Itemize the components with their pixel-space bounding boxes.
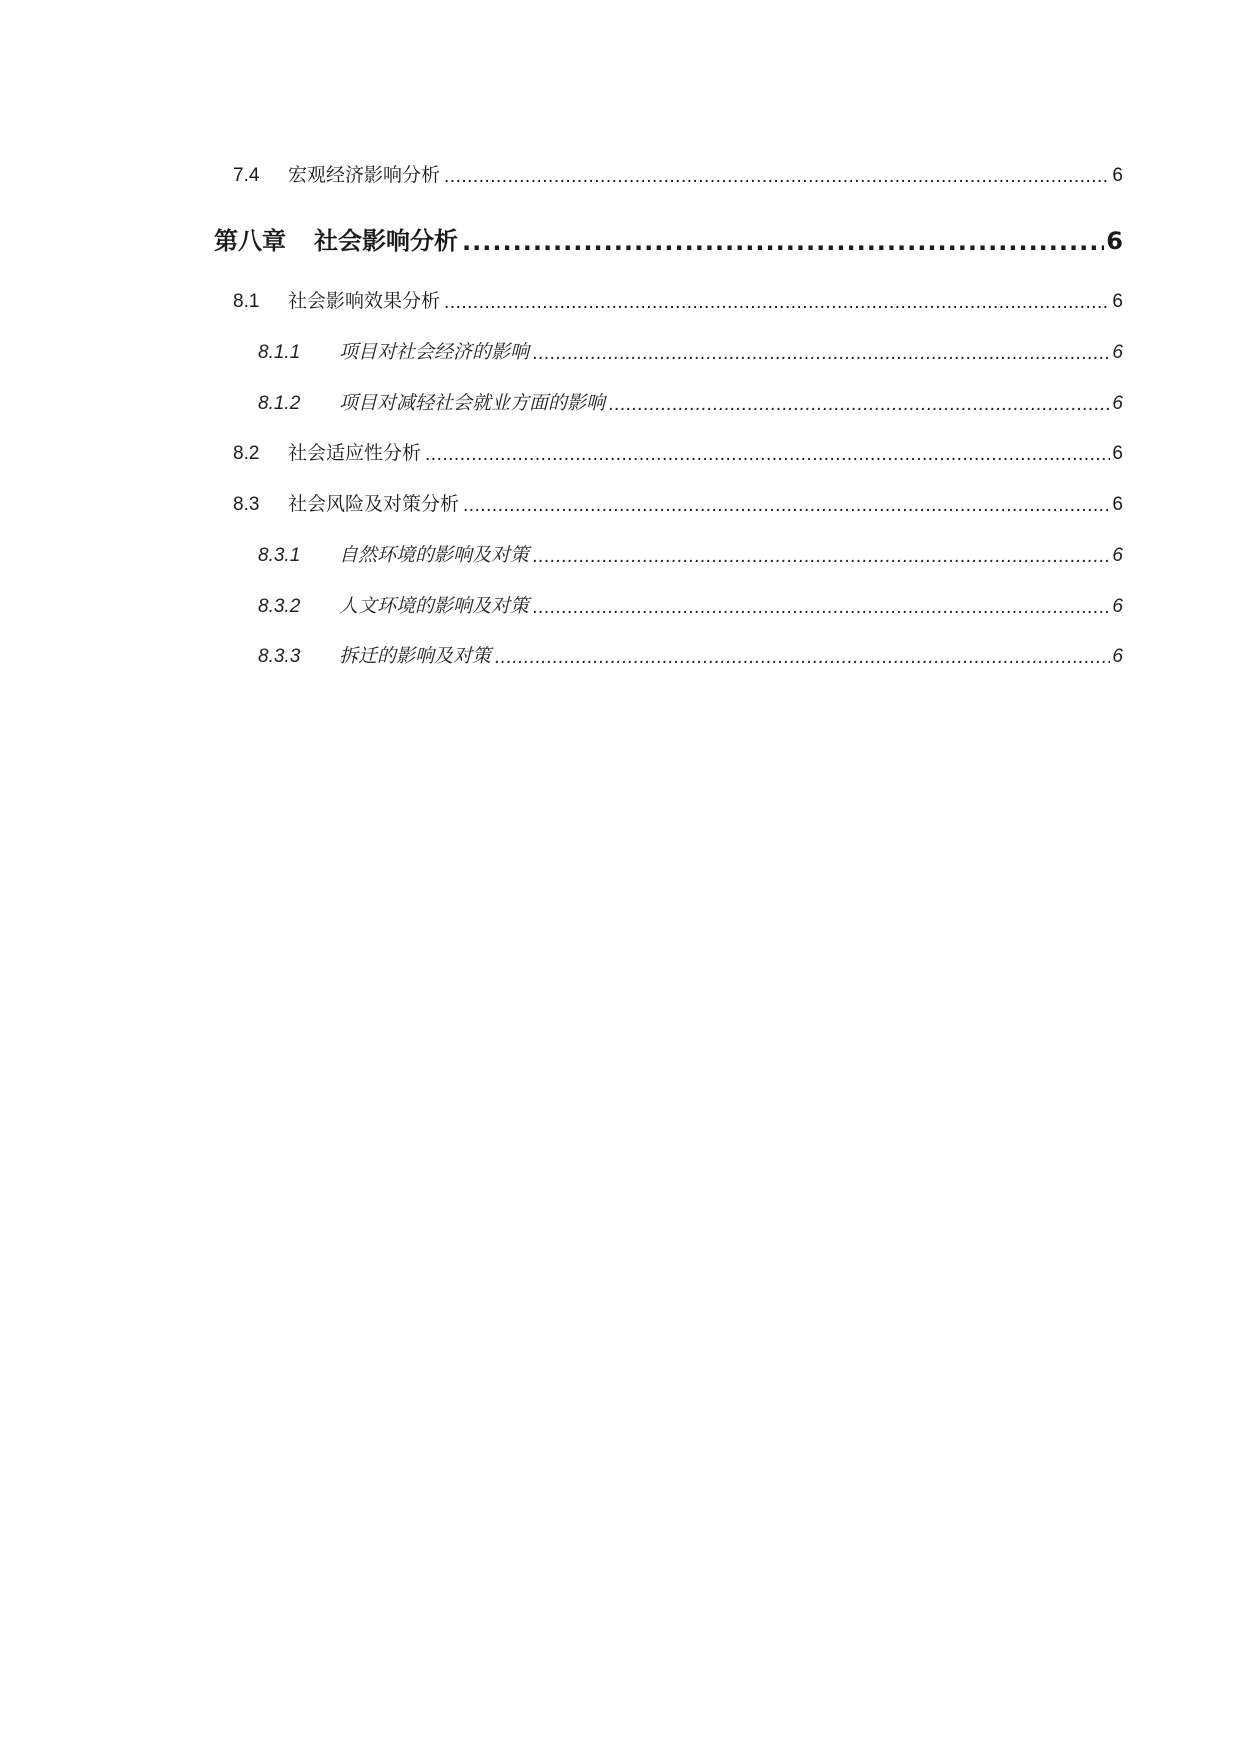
dot-leader — [444, 166, 1110, 185]
toc-entry-page: 6 — [1112, 342, 1123, 363]
dot-leader — [609, 394, 1110, 413]
toc-entry-8-3[interactable] — [233, 489, 1123, 516]
toc-entry-page: 6 — [1112, 291, 1123, 312]
toc-entry-page: 6 — [1112, 165, 1123, 186]
toc-entry-number: 第八章 — [214, 227, 286, 255]
toc-entry-title: 宏观经济影响分析 — [288, 165, 441, 186]
toc-entry-number: 7.4 — [233, 165, 260, 186]
toc-entry-page: 6 — [1112, 494, 1123, 515]
toc-entry-page: 6 — [1112, 545, 1123, 566]
toc-entry-chapter-8[interactable] — [214, 221, 1123, 256]
toc-entry-8-3-3[interactable] — [258, 641, 1123, 668]
toc-entry-title: 项目对减轻社会就业方面的影响 — [339, 392, 606, 414]
dot-leader — [463, 495, 1110, 514]
dot-leader — [533, 546, 1110, 565]
toc-entry-page: 6 — [1112, 393, 1123, 414]
dot-leader — [533, 597, 1110, 616]
toc-entry-number: 8.3.1 — [258, 545, 301, 566]
dot-leader — [495, 647, 1110, 666]
toc-entry-title: 自然环境的影响及对策 — [339, 544, 530, 566]
dot-leader — [533, 343, 1110, 362]
toc-entry-page: 6 — [1112, 443, 1123, 464]
toc-entry-page: 6 — [1112, 646, 1123, 667]
toc-entry-title: 社会影响效果分析 — [288, 291, 441, 312]
toc-entry-number: 8.2 — [233, 443, 260, 464]
toc-entry-title: 项目对社会经济的影响 — [339, 341, 530, 363]
toc-entry-page: 6 — [1106, 227, 1123, 255]
toc-entry-title: 社会影响分析 — [314, 227, 458, 255]
dot-leader — [462, 228, 1104, 252]
toc-entry-8-3-2[interactable] — [258, 591, 1123, 618]
toc-entry-8-1-1[interactable] — [258, 337, 1123, 364]
toc-entry-number: 8.3.3 — [258, 646, 301, 667]
toc-entry-page: 6 — [1112, 596, 1123, 617]
dot-leader — [444, 292, 1110, 311]
toc-entry-number: 8.1 — [233, 291, 260, 312]
toc-entry-title: 社会适应性分析 — [288, 443, 422, 464]
toc-entry-8-3-1[interactable] — [258, 540, 1123, 567]
toc-entry-7-4[interactable] — [233, 160, 1123, 187]
toc-entry-title: 人文环境的影响及对策 — [339, 595, 530, 617]
toc-entry-number: 8.1.1 — [258, 342, 301, 363]
toc-entry-number: 8.1.2 — [258, 393, 301, 414]
dot-leader — [425, 444, 1110, 463]
toc-entry-title: 社会风险及对策分析 — [288, 494, 460, 515]
toc-entry-8-1[interactable] — [233, 286, 1123, 313]
toc-entry-8-2[interactable] — [233, 438, 1123, 465]
toc-entry-title: 拆迁的影响及对策 — [339, 645, 492, 667]
toc-entry-number: 8.3.2 — [258, 596, 301, 617]
toc-entry-number: 8.3 — [233, 494, 260, 515]
toc-entry-8-1-2[interactable] — [258, 388, 1123, 415]
